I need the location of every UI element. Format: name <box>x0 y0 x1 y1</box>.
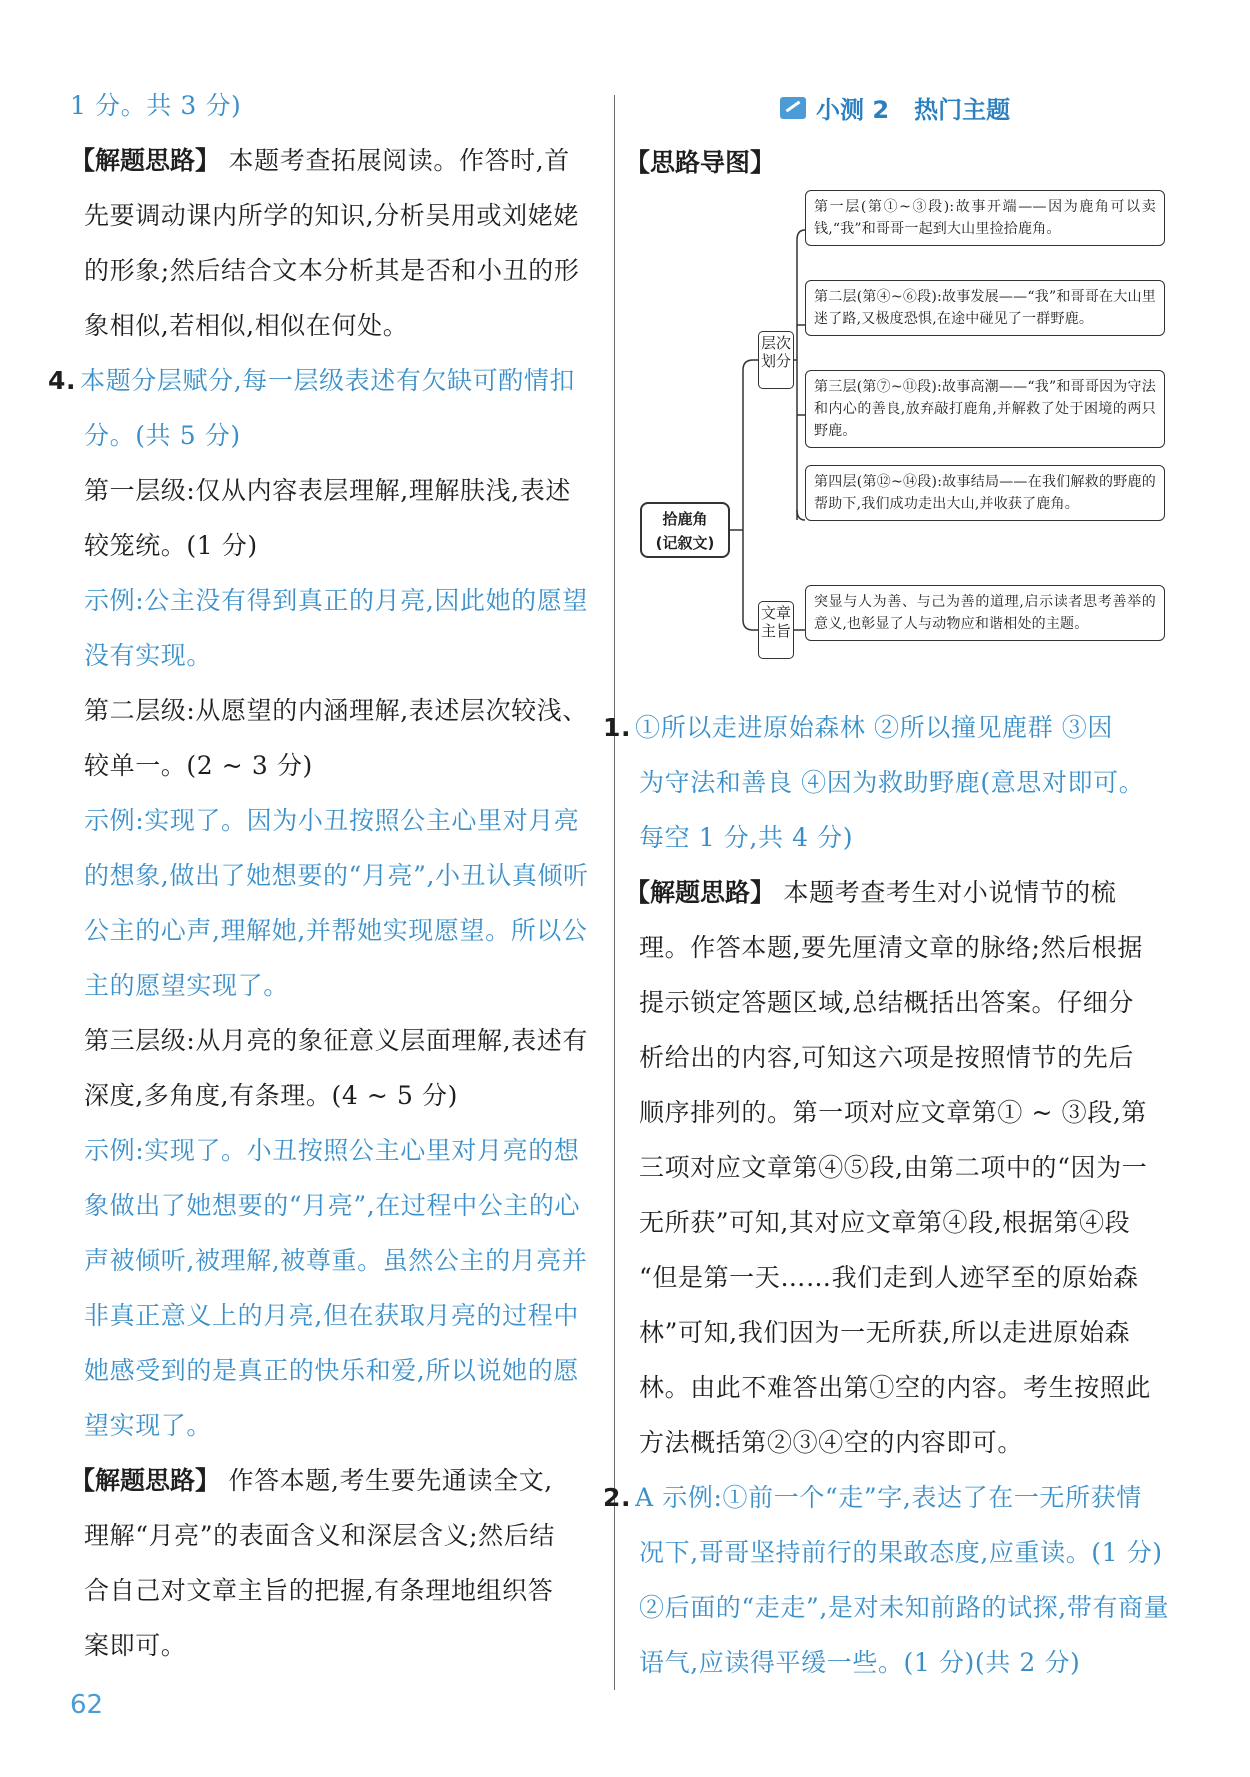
text-line: 每空 1 分,共 4 分) <box>639 823 854 852</box>
left-column <box>48 78 610 1673</box>
connector-leaf1 <box>797 230 805 240</box>
text-line: 较笼统。(1 分) <box>84 531 258 560</box>
text-line: 示例:实现了。因为小丑按照公主心里对月亮 <box>84 806 580 835</box>
mindmap-mid-node: 文章 主旨 <box>758 601 794 659</box>
text-line: 第二层级:从愿望的内涵理解,表述层次较浅、 <box>84 696 588 725</box>
text-line: 第三层级:从月亮的象征意义层面理解,表述有 <box>84 1026 588 1055</box>
mindmap-leaf-node: 第一层(第①~③段):故事开端——因为鹿角可以卖钱,“我”和哥哥一起到大山里捡拾鹿角。 <box>805 190 1165 246</box>
text-span: A 示例:①前一个“走”字,表达了在一无所获情 <box>635 1483 1142 1512</box>
text-line: 象做出了她想要的“月亮”,在过程中公主的心 <box>84 1191 581 1220</box>
text-span: 作答本题,考生要先通读全文, <box>220 1466 553 1495</box>
pencil-icon <box>780 97 806 119</box>
text-line: 示例:实现了。小丑按照公主心里对月亮的想 <box>84 1136 580 1165</box>
section-title: 小测 2 热门主题 <box>816 96 1011 124</box>
connector-leaf4 <box>797 510 805 520</box>
text-line: 方法概括第②③④空的内容即可。 <box>639 1428 1024 1457</box>
text-line: 的想象,做出了她想要的“月亮”,小丑认真倾听 <box>84 861 589 890</box>
text-line: 象相似,若相似,相似在何处。 <box>84 311 409 340</box>
text-line: 声被倾听,被理解,被尊重。虽然公主的月亮并 <box>84 1246 588 1275</box>
hint-label: 【解题思路】 <box>625 878 776 907</box>
text-line: 无所获”可知,其对应文章第④段,根据第④段 <box>639 1208 1131 1237</box>
question-number: 2. <box>603 1483 632 1512</box>
connector-to-mid2 <box>743 620 758 630</box>
text-line: 况下,哥哥坚持前行的果敢态度,应重读。(1 分) <box>639 1538 1163 1567</box>
section-heading <box>780 90 1010 125</box>
text-line: 1 分。共 3 分) <box>70 91 242 120</box>
connector-root <box>730 370 743 620</box>
text-line: 没有实现。 <box>84 641 213 670</box>
mindmap-leaf-node: 突显与人为善、与己为善的道理,启示读者思考善举的意义,也彰显了人与动物应和谐相处的主题。 <box>805 585 1165 641</box>
text-line: 林”可知,我们因为一无所获,所以走进原始森 <box>639 1318 1131 1347</box>
text-line: 公主的心声,理解她,并帮她实现愿望。所以公 <box>84 916 588 945</box>
text-span: 本题考查考生对小说情节的梳 <box>775 878 1117 907</box>
mindmap-mid-node: 层次 划分 <box>758 331 794 389</box>
question-2 <box>603 1470 1170 1525</box>
text-line: ②后面的“走走”,是对未知前路的试探,带有商量 <box>639 1593 1170 1622</box>
column-divider <box>614 95 615 1690</box>
text-line: 的形象;然后结合文本分析其是否和小丑的形 <box>84 256 580 285</box>
mindmap-leaf-node: 第二层(第④~⑥段):故事发展——“我”和哥哥在大山里迷了路,又极度恐惧,在途中碰见了一群野鹿。 <box>805 280 1165 336</box>
question-1 <box>603 700 1170 755</box>
text-line: 三项对应文章第④⑤段,由第二项中的“因为一 <box>639 1153 1148 1182</box>
mind-map <box>625 200 1170 680</box>
text-line: 第一层级:仅从内容表层理解,理解肤浅,表述 <box>84 476 571 505</box>
text-line: 较单一。(2 ~ 3 分) <box>84 751 313 780</box>
text-line: 理。作答本题,要先厘清文章的脉络;然后根据 <box>639 933 1143 962</box>
text-line: 主的愿望实现了。 <box>84 971 289 1000</box>
hint-label: 【解题思路】 <box>70 146 221 175</box>
text-line: 先要调动课内所学的知识,分析吴用或刘姥姥 <box>84 201 579 230</box>
text-line: 提示锁定答题区域,总结概括出答案。仔细分 <box>639 988 1134 1017</box>
text-line: 分。(共 5 分) <box>84 421 241 450</box>
mindmap-label-wrap <box>625 135 775 190</box>
text-line: 为守法和善良 ④因为救助野鹿(意思对即可。 <box>639 768 1145 797</box>
text-line: 她感受到的是真正的快乐和爱,所以说她的愿 <box>84 1356 579 1385</box>
hint-paragraph <box>625 865 1170 920</box>
text-line: 非真正意义上的月亮,但在获取月亮的过程中 <box>84 1301 579 1330</box>
text-line: “但是第一天……我们走到人迹罕至的原始森 <box>639 1263 1139 1292</box>
text-line: 望实现了。 <box>84 1411 213 1440</box>
question-number: 1. <box>603 713 632 742</box>
mindmap-root-node: 拾鹿角 (记叙文) <box>640 502 730 558</box>
right-column <box>603 700 1170 1690</box>
hint-label: 【解题思路】 <box>70 1466 221 1495</box>
text-line: 案即可。 <box>84 1631 187 1660</box>
text-line: 示例:公主没有得到真正的月亮,因此她的愿望 <box>84 586 588 615</box>
text-line: 林。由此不难答出第①空的内容。考生按照此 <box>639 1373 1152 1402</box>
mindmap-leaf-node: 第四层(第⑫~⑭段):故事结局——在我们解救的野鹿的帮助下,我们成功走出大山,并收获了鹿角。 <box>805 465 1165 521</box>
text-line: 顺序排列的。第一项对应文章第① ~ ③段,第 <box>639 1098 1147 1127</box>
page-number: 62 <box>70 1690 104 1720</box>
text-span: 本题分层赋分,每一层级表述有欠缺可酌情扣 <box>80 366 576 395</box>
hint-paragraph <box>70 133 610 188</box>
connector-mid1-trunk <box>794 240 797 520</box>
text-line: 析给出的内容,可知这六项是按照情节的先后 <box>639 1043 1134 1072</box>
mindmap-label: 【思路导图】 <box>625 148 776 177</box>
hint-paragraph <box>70 1453 610 1508</box>
question-4 <box>48 353 610 408</box>
connector-to-mid1 <box>743 360 758 370</box>
text-line: 深度,多角度,有条理。(4 ~ 5 分) <box>84 1081 459 1110</box>
question-number: 4. <box>48 366 77 395</box>
text-line: 理解“月亮”的表面含义和深层含义;然后结 <box>84 1521 555 1550</box>
mindmap-leaf-node: 第三层(第⑦~⑪段):故事高潮——“我”和哥哥因为守法和内心的善良,放弃敲打鹿角,并解救了处于困境的两只野鹿。 <box>805 370 1165 448</box>
text-span: 本题考查拓展阅读。作答时,首 <box>220 146 570 175</box>
text-line: 语气,应读得平缓一些。(1 分)(共 2 分) <box>639 1648 1081 1677</box>
text-span: ①所以走进原始森林 ②所以撞见鹿群 ③因 <box>635 713 1113 742</box>
text-line: 合自己对文章主旨的把握,有条理地组织答 <box>84 1576 554 1605</box>
mindmap-label-line <box>625 135 775 190</box>
